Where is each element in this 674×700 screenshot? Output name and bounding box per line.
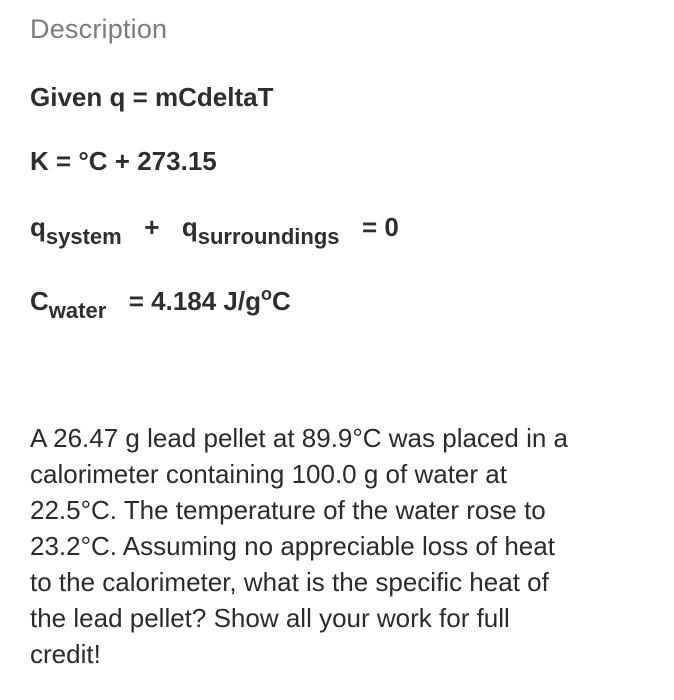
description-heading: Description — [30, 14, 168, 44]
specific-heat-value: = 4.184 J/g — [128, 286, 261, 316]
degree-superscript: o — [261, 284, 272, 304]
formula-water-specific-heat — [30, 284, 291, 323]
formula-heat-equation: Given q = mCdeltaT — [30, 82, 274, 112]
q-surroundings-symbol: q — [181, 212, 198, 242]
surroundings-subscript: surroundings — [197, 224, 340, 249]
system-subscript: system — [45, 224, 122, 249]
formula-kelvin-conversion: K = °C + 273.15 — [30, 146, 217, 176]
q-system-symbol: q — [30, 212, 46, 242]
c-symbol: C — [30, 286, 49, 316]
equals-zero: = 0 — [362, 212, 399, 242]
problem-statement: A 26.47 g lead pellet at 89.9°C was placed in a calorimeter containing 100.0 g of water at 22.5°C. The temperature of the water rose to 23.2°C. Assuming no appreciable loss of heat to the calorimeter, what is the specific heat of the lead pellet? Show all your work for full credit! — [30, 423, 568, 669]
celsius-unit: C — [272, 286, 291, 316]
water-subscript: water — [48, 298, 107, 323]
plus-sign: + — [144, 212, 160, 242]
formula-heat-balance — [30, 212, 399, 249]
